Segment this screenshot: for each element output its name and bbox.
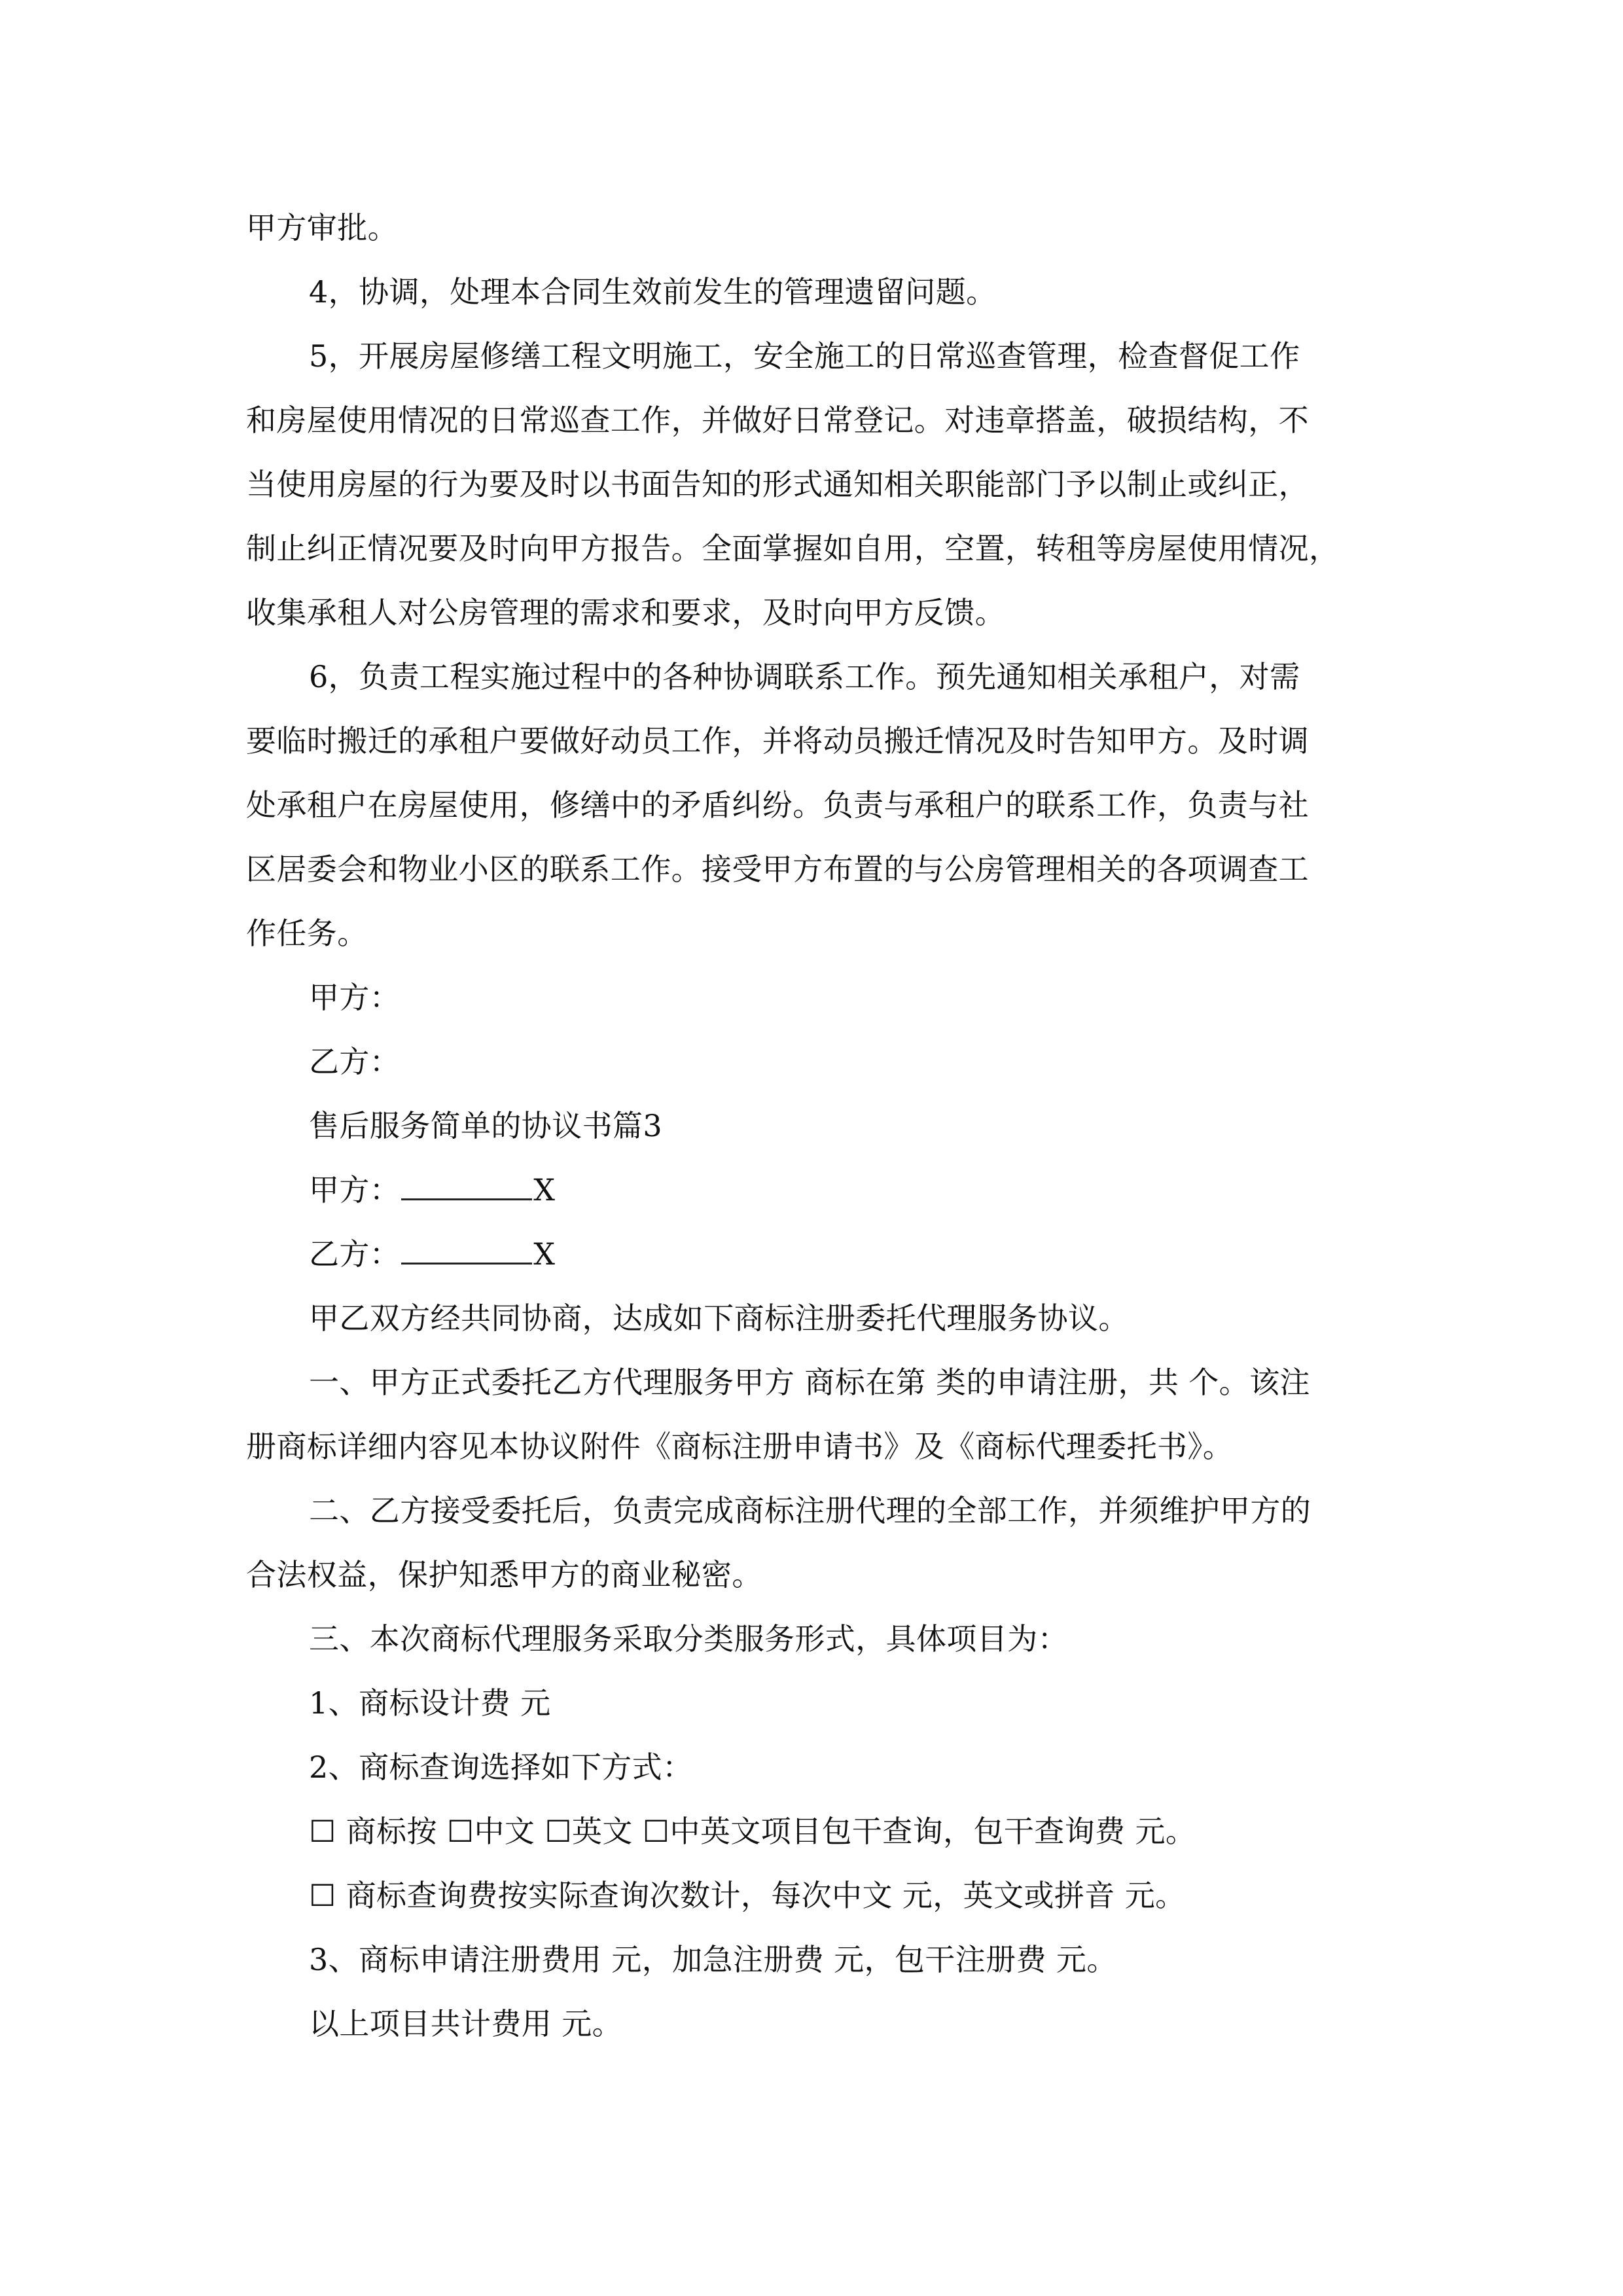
party-b-label: 乙方： xyxy=(309,1044,401,1079)
party-a-label: 甲方： xyxy=(309,1172,401,1208)
checkbox-option-line: ☐ 商标查询费按实际查询次数计，每次中文 元，英文或拼音 元。 xyxy=(309,1878,1186,1913)
text-line: 二、乙方接受委托后，负责完成商标注册代理的全部工作，并须维护甲方的 xyxy=(309,1493,1311,1528)
text-line: 处承租户在房屋使用，修缮中的矛盾纠纷。负责与承租户的联系工作，负责与社 xyxy=(246,787,1309,823)
party-a-signature-line xyxy=(309,1158,555,1221)
text-line: 一、甲方正式委托乙方代理服务甲方 商标在第 类的申请注册，共 个。该注 xyxy=(309,1365,1310,1400)
party-a-label: 甲方： xyxy=(309,980,401,1015)
text-line: 制止纠正情况要及时向甲方报告。全面掌握如自用，空置，转租等房屋使用情况， xyxy=(246,531,1340,566)
text-line: 区居委会和物业小区的联系工作。接受甲方布置的与公房管理相关的各项调查工 xyxy=(246,852,1309,887)
text-line: 2、商标查询选择如下方式： xyxy=(309,1749,693,1785)
text-line: 和房屋使用情况的日常巡查工作，并做好日常登记。对违章搭盖，破损结构，不 xyxy=(246,403,1309,438)
party-a-suffix: X xyxy=(533,1172,556,1208)
text-line: 6，负责工程实施过程中的各种协调联系工作。预先通知相关承租户，对需 xyxy=(309,659,1300,694)
text-line: 5，开展房屋修缮工程文明施工，安全施工的日常巡查管理，检查督促工作 xyxy=(309,338,1300,374)
text-line: 以上项目共计费用 元。 xyxy=(309,2006,623,2041)
text-line: 三、本次商标代理服务采取分类服务形式，具体项目为： xyxy=(309,1621,1068,1657)
section-title: 售后服务简单的协议书篇3 xyxy=(309,1108,663,1143)
text-line: 4，协调，处理本合同生效前发生的管理遗留问题。 xyxy=(309,274,997,310)
text-line: 作任务。 xyxy=(246,916,368,951)
party-b-blank xyxy=(401,1236,532,1265)
text-line: 合法权益，保护知悉甲方的商业秘密。 xyxy=(246,1557,762,1592)
party-b-suffix: X xyxy=(533,1236,556,1272)
text-line: 当使用房屋的行为要及时以书面告知的形式通知相关职能部门予以制止或纠正， xyxy=(246,467,1309,502)
checkbox-option-line: ☐ 商标按 ☐中文 ☐英文 ☐中英文项目包干查询，包干查询费 元。 xyxy=(309,1814,1196,1849)
party-a-blank xyxy=(401,1172,532,1200)
text-line: 甲方审批。 xyxy=(246,210,398,245)
party-b-label: 乙方： xyxy=(309,1236,401,1272)
text-line: 1、商标设计费 元 xyxy=(309,1685,551,1721)
text-line: 甲乙双方经共同协商，达成如下商标注册委托代理服务协议。 xyxy=(309,1300,1129,1336)
text-line: 收集承租人对公房管理的需求和要求，及时向甲方反馈。 xyxy=(246,595,1005,630)
text-line: 要临时搬迁的承租户要做好动员工作，并将动员搬迁情况及时告知甲方。及时调 xyxy=(246,723,1309,759)
party-b-signature-line xyxy=(309,1223,555,1285)
text-line: 册商标详细内容见本协议附件《商标注册申请书》及《商标代理委托书》。 xyxy=(246,1429,1234,1464)
text-line: 3、商标申请注册费用 元，加急注册费 元，包干注册费 元。 xyxy=(309,1942,1117,1977)
